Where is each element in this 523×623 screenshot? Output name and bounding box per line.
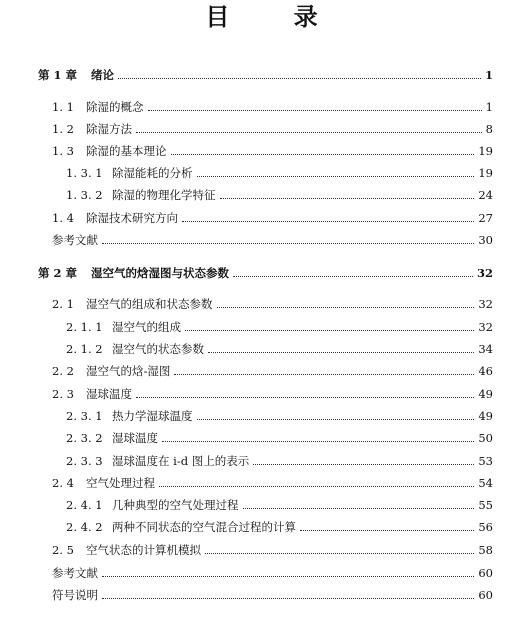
dot-leader [136,131,482,133]
toc-entry-title: 湿球温度 [86,387,132,401]
toc-entry [52,385,493,403]
dot-leader [102,242,474,244]
toc-entry-page-number: 30 [478,233,493,247]
toc-entry-title: 参考文献 [52,233,98,247]
toc-entry-number: 1. 2 [52,122,74,136]
toc-entry [52,209,493,227]
toc-entry-page-number: 46 [478,364,493,378]
toc-entry-page-number: 32 [476,266,493,280]
toc-entry-number: 2. 2 [52,364,74,378]
toc-entry-number: 2. 4 [52,476,74,490]
toc-chapter-entry [38,264,493,282]
toc-entry-number: 2. 3 [52,387,74,401]
toc-entry-page-number: 60 [478,588,493,602]
dot-leader [220,197,475,199]
toc-entry-number: 1. 3 [52,144,74,158]
page-title: 目 录 [205,2,346,31]
toc-entry-page-number: 8 [485,122,493,136]
toc-entry [52,474,493,492]
toc-entry-page-number: 1 [485,100,493,114]
toc-entry-page-number: 19 [478,166,493,180]
toc-entry-number: 第 1 章 [38,68,78,82]
toc-entry [52,541,493,559]
toc-entry-number: 2. 4. 1 [66,498,103,512]
dot-leader [233,275,473,277]
toc-entry-number: 2. 4. 2 [66,520,103,534]
toc-entry-page-number: 50 [478,431,493,445]
toc-entry-number: 第 2 章 [38,266,78,280]
toc-entry-title: 湿空气的组成 [112,320,181,334]
dot-leader [182,220,474,222]
dot-leader [171,153,475,155]
toc-entry-title: 湿空气的状态参数 [112,342,204,356]
toc-entry [52,231,493,249]
toc-chapter-entry [38,66,493,84]
toc-entry-title: 绪论 [91,68,115,82]
toc-entry-title: 除湿方法 [86,122,132,136]
toc-entry-title: 湿球温度 [112,431,158,445]
dot-leader [148,109,482,111]
dot-leader [208,351,474,353]
toc-entry-number: 2. 5 [52,543,74,557]
toc-entry-number: 2. 3. 3 [66,454,103,468]
dot-leader [197,418,475,420]
toc-entry [52,564,493,582]
toc-entry [66,407,493,425]
toc-entry-page-number: 49 [478,409,493,423]
toc-entry [52,295,493,313]
toc-entry-number: 2. 1. 2 [66,342,103,356]
toc-entry-title: 几种典型的空气处理过程 [112,498,239,512]
dot-leader [159,485,474,487]
toc-entry-page-number: 27 [478,211,493,225]
toc-entry [52,362,493,380]
toc-entry-page-number: 56 [478,520,493,534]
toc-entry-page-number: 58 [478,543,493,557]
toc-entry-title: 符号说明 [52,588,98,602]
toc-entry-title: 湿球温度在 i-d 图上的表示 [112,454,250,468]
toc-entry-page-number: 60 [478,566,493,580]
dot-leader [185,329,474,331]
toc-entry-title: 除湿技术研究方向 [86,211,178,225]
dot-leader [300,529,474,531]
toc-entry-title: 湿空气的焓湿图与状态参数 [91,266,230,280]
toc-entry-page-number: 55 [478,498,493,512]
toc-entry-title: 空气状态的计算机模拟 [86,543,201,557]
dot-leader [136,396,474,398]
toc-entry-title: 湿空气的焓-湿图 [86,364,171,378]
toc-entry-page-number: 1 [484,68,493,82]
toc-entry-title: 除湿的物理化学特征 [112,188,216,202]
toc-entry-page-number: 32 [478,320,493,334]
toc-entry-number: 2. 3. 1 [66,409,103,423]
toc-entry-page-number: 34 [478,342,493,356]
toc-entry-number: 1. 3. 2 [66,188,103,202]
toc-entry [66,318,493,336]
toc-entry-number: 1. 3. 1 [66,166,103,180]
toc-entry [52,120,493,138]
dot-leader [174,373,474,375]
toc-entry-title: 空气处理过程 [86,476,155,490]
toc-entry [52,142,493,160]
toc-entry-number: 2. 1. 1 [66,320,103,334]
toc-entry-page-number: 24 [478,188,493,202]
dot-leader [102,597,474,599]
toc-entry-number: 1. 4 [52,211,74,225]
toc-entry-title: 两种不同状态的空气混合过程的计算 [112,520,296,534]
toc-entry [66,164,493,182]
dot-leader [243,507,475,509]
toc-entry-title: 除湿能耗的分析 [112,166,193,180]
toc-entry-title: 热力学湿球温度 [112,409,193,423]
dot-leader [102,575,474,577]
toc-entry [52,98,493,116]
toc-entry [52,586,493,604]
toc-entry [66,452,493,470]
toc-entry-page-number: 54 [478,476,493,490]
dot-leader [253,463,474,465]
toc-entry-page-number: 19 [478,144,493,158]
toc-entry-title: 除湿的基本理论 [86,144,167,158]
toc-entry-number: 2. 1 [52,297,74,311]
toc-entry-page-number: 32 [478,297,493,311]
toc-entry-title: 参考文献 [52,566,98,580]
dot-leader [217,306,475,308]
toc-entry [66,429,493,447]
toc-entry [66,186,493,204]
toc-entry-page-number: 49 [478,387,493,401]
dot-leader [205,552,474,554]
toc-entry-page-number: 53 [478,454,493,468]
toc-entry-title: 除湿的概念 [86,100,144,114]
toc-entry-title: 湿空气的组成和状态参数 [86,297,213,311]
toc-entry-number: 1. 1 [52,100,74,114]
dot-leader [197,175,475,177]
toc-entry [66,518,493,536]
toc-entry [66,496,493,514]
dot-leader [162,440,474,442]
dot-leader [118,77,481,79]
toc-entry-number: 2. 3. 2 [66,431,103,445]
toc-entry [66,340,493,358]
